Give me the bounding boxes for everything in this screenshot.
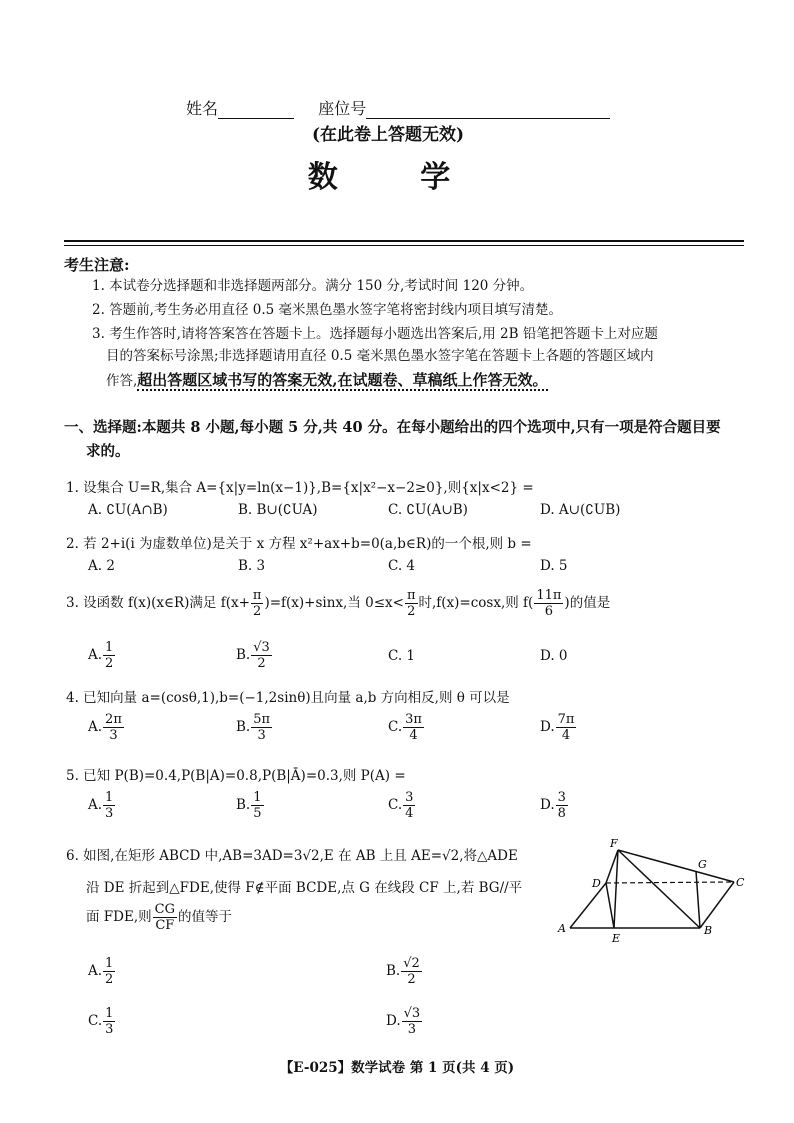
q5-option-a[interactable] [88,790,116,821]
q3-frac3-num: 11π [536,588,562,603]
q3-a-frac [103,640,115,671]
label-A: A [558,922,566,935]
q3-frac-11pi-6 [534,588,563,619]
q5-b-frac [251,790,263,821]
q3-a-den: 2 [105,656,114,671]
q3-text-4: )的值是 [564,595,611,611]
page-title: 数 学 [307,160,487,195]
divider-thin [64,245,744,246]
q4-a-den: 3 [109,728,118,743]
q6-option-a[interactable] [88,956,116,987]
invalid-note: (在此卷上答题无效) [312,125,465,145]
q6-a-label: A. [88,963,103,979]
q4-b-label: B. [236,719,251,735]
q3-option-c[interactable]: C. 1 [388,648,416,664]
q5-a-frac [103,790,115,821]
q1-option-b[interactable]: B. B∪(∁UA) [238,502,318,518]
q4-option-b[interactable] [236,712,273,743]
q3-b-den: 2 [257,656,266,671]
q5-c-num: 3 [405,790,414,805]
q6-frac-den: CF [155,918,175,933]
name-field[interactable] [218,100,294,119]
q5-c-den: 4 [405,806,414,821]
name-seat-line [186,96,610,119]
q6-a-frac [103,956,115,987]
q6-b-den: 2 [407,972,416,987]
q4-b-den: 3 [257,728,266,743]
q4-option-d[interactable] [540,712,577,743]
q5-stem: 5. 已知 P(B)=0.4,P(B|A)=0.8,P(B|Ā)=0.3,则 P(A) = [66,768,406,784]
q2-option-c[interactable]: C. 4 [388,558,416,574]
q4-d-label: D. [540,719,555,735]
q3-frac-pi-2b [405,588,418,619]
q4-c-label: C. [388,719,403,735]
notice-emphasis: 超出答题区域书写的答案无效,在试题卷、草稿纸上作答无效。 [137,371,548,389]
q3-text-3: 时,f(x)=cosx,则 f( [418,595,534,611]
q6-d-label: D. [386,1013,401,1029]
q3-frac-den: 2 [253,604,262,619]
seat-label: 座位号 [318,99,367,118]
q6-line3-post: 的值等于 [177,909,232,925]
q6-c-num: 1 [105,1006,114,1021]
q5-b-num: 1 [253,790,262,805]
edge-DC-hidden [606,882,734,883]
q2-option-b[interactable]: B. 3 [238,558,266,574]
notice-item-1: 1. 本试卷分选择题和非选择题两部分。满分 150 分,考试时间 120 分钟。 [92,278,534,294]
q4-c-den: 4 [409,728,418,743]
label-C: C [736,876,745,889]
section-heading [64,416,748,464]
label-F: F [610,837,618,850]
q4-b-num: 5π [253,712,271,727]
q6-c-label: C. [88,1013,103,1029]
q4-b-frac [251,712,272,743]
q5-b-label: B. [236,797,251,813]
q6-b-frac [401,956,422,987]
q4-option-c[interactable] [388,712,425,743]
q4-d-frac [556,712,577,743]
q5-a-num: 1 [105,790,114,805]
q6-line-1: 6. 如图,在矩形 ABCD 中,AB=3AD=3√2,E 在 AB 上且 AE=√2,将△ADE [66,848,518,864]
q6-option-b[interactable] [386,956,423,987]
q5-d-label: D. [540,797,555,813]
notice-item-3b: 目的答案标号涂黑;非选择题请用直径 0.5 毫米黑色墨水签字笔在答题卡上各题的答题区域内 [106,348,654,364]
q4-stem: 4. 已知向量 a=(cosθ,1),b=(−1,2sinθ)且向量 a,b 方向相反,则 θ 可以是 [66,690,510,706]
q6-b-num: √2 [403,956,420,971]
q3-option-b[interactable] [236,640,273,671]
q4-option-a[interactable] [88,712,125,743]
q6-a-den: 2 [105,972,114,987]
q5-a-label: A. [88,797,103,813]
page-footer: 【E-025】数学试卷 第 1 页(共 4 页) [279,1060,515,1076]
q5-d-den: 8 [557,806,566,821]
label-E: E [612,932,621,945]
q4-a-num: 2π [105,712,122,727]
q4-c-num: 3π [405,712,422,727]
q3-a-num: 1 [105,640,114,655]
q4-a-frac [103,712,124,743]
notice-item-3c-text: 作答, [106,373,138,389]
label-B: B [704,924,713,937]
q3-b-num: √3 [253,640,270,655]
q4-c-frac [403,712,424,743]
seat-field[interactable] [366,100,610,119]
notice-item-3c [106,370,758,391]
label-G: G [698,858,707,871]
q6-d-den: 3 [407,1022,417,1037]
q4-d-num: 7π [557,712,575,727]
q6-option-c[interactable] [88,1006,116,1037]
q5-option-b[interactable] [236,790,265,821]
q6-c-den: 3 [105,1022,114,1037]
q6-line-2: 沿 DE 折起到△FDE,使得 F∉平面 BCDE,点 G 在线段 CF 上,若 BG//平 [86,880,523,896]
q1-option-c[interactable]: C. ∁U(A∪B) [388,502,468,518]
q2-stem: 2. 若 2+i(i 为虚数单位)是关于 x 方程 x²+ax+b=0(a,b∈R)的一个根,则 b = [66,536,532,552]
q5-c-frac [403,790,415,821]
q4-a-label: A. [88,719,103,735]
section-heading-line1: 一、选择题:本题共 8 小题,每小题 5 分,共 40 分。在每小题给出的四个选项中,只有一项是符合题目要 [64,419,721,436]
q6-line-3 [86,902,232,933]
q6-geometry-figure [556,836,756,946]
q6-d-frac [402,1006,423,1037]
q4-d-den: 4 [561,728,571,743]
q6-a-num: 1 [105,956,114,971]
q5-d-num: 3 [557,790,566,805]
q3-frac-pi-2 [251,588,264,619]
q6-c-frac [103,1006,115,1037]
edge-FE [614,850,618,928]
q6-line3-pre: 面 FDE,则 [86,909,152,925]
q6-b-label: B. [386,963,401,979]
q6-d-num: √3 [403,1006,421,1021]
q1-option-a[interactable]: A. ∁U(A∩B) [88,502,168,518]
edge-BG [696,871,700,928]
notice-item-3a: 3. 考生作答时,请将答案答在答题卡上。选择题每小题选出答案后,用 2B 铅笔把答题卡上对应题 [92,326,658,342]
q5-b-den: 5 [253,806,262,821]
q6-option-d[interactable] [386,1006,423,1037]
q3-stem [66,588,610,619]
notice-item-2: 2. 答题前,考生务必用直径 0.5 毫米黑色墨水签字笔将密封线内项目填写清楚。 [92,302,563,318]
q5-option-c[interactable] [388,790,416,821]
q3-b-frac [251,640,272,671]
q5-c-label: C. [388,797,403,813]
name-label: 姓名 [186,99,219,118]
q1-stem: 1. 设集合 U=R,集合 A={x|y=ln(x−1)},B={x|x²−x−2≥0},则{x|x<2} = [66,480,534,496]
q3-frac-num: π [252,588,262,603]
q3-text-2: )=f(x)+sinx,当 0≤x< [264,595,404,611]
q6-frac-num: CG [154,902,175,917]
q3-frac3-den: 6 [544,604,554,619]
q2-option-a[interactable]: A. 2 [88,558,115,574]
divider-thick [64,240,744,242]
q3-option-d[interactable]: D. 0 [540,648,568,664]
q3-b-label: B. [236,647,251,663]
label-D: D [592,877,601,890]
q2-option-d[interactable]: D. 5 [540,558,568,574]
q6-frac-cg-cf [153,902,177,933]
q5-d-frac [556,790,568,821]
q3-option-a[interactable] [88,640,116,671]
q5-a-den: 3 [105,806,114,821]
edge-BC [700,882,734,928]
notice-title: 考生注意: [64,256,130,274]
q1-option-d[interactable]: D. A∪(∁UB) [540,502,621,518]
q3-frac2-num: π [406,588,416,603]
q3-text-1: 3. 设函数 f(x)(x∈R)满足 f(x+ [66,595,250,611]
q5-option-d[interactable] [540,790,569,821]
q3-a-label: A. [88,647,103,663]
section-heading-line2: 求的。 [86,443,130,460]
edge-DE [606,883,614,928]
q3-frac2-den: 2 [407,604,416,619]
